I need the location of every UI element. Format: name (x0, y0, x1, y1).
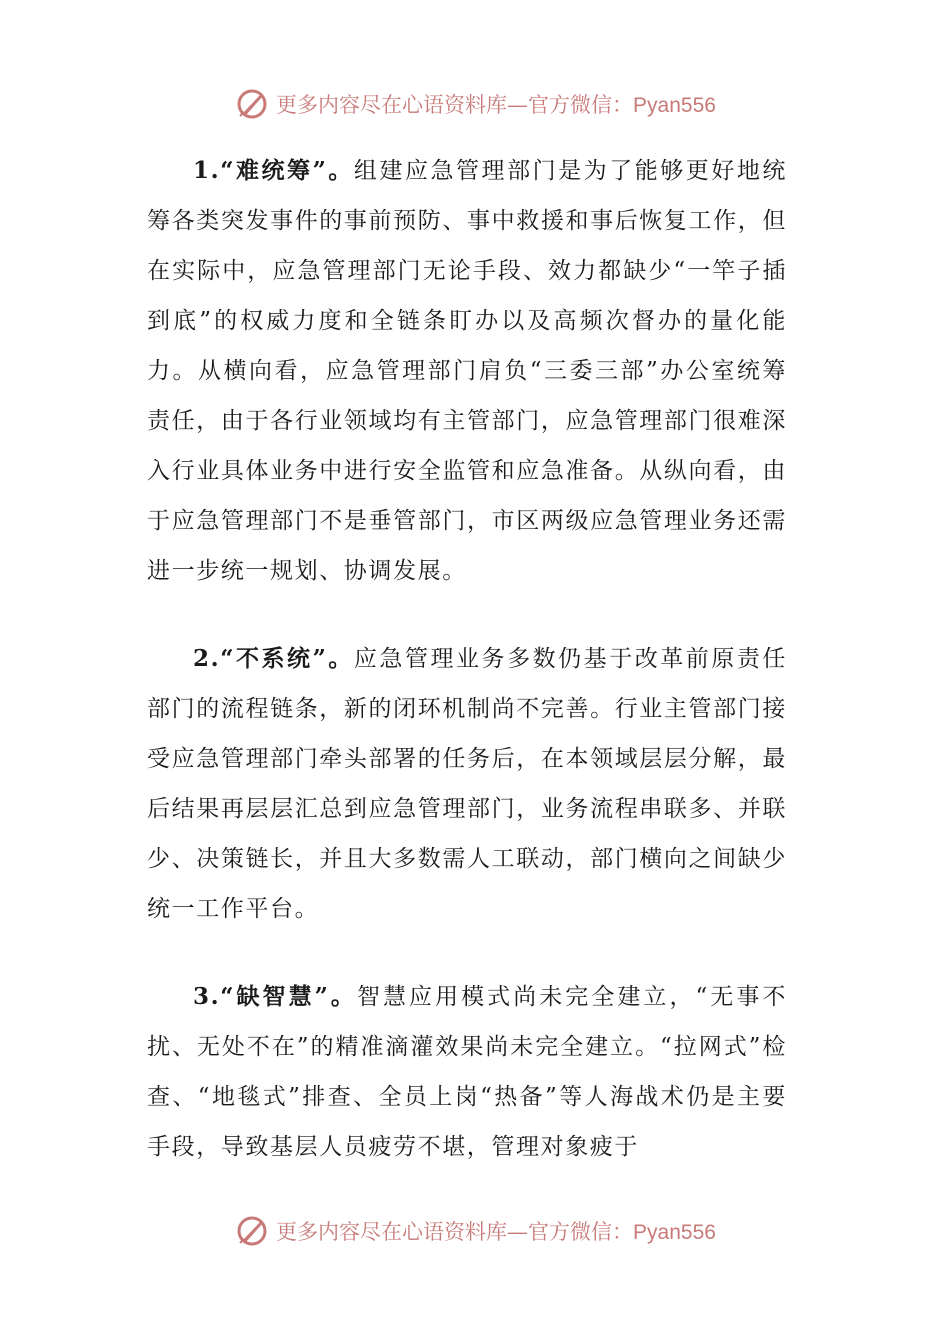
watermark-text: 更多内容尽在心语资料库—官方微信：Pyan556 (276, 1220, 716, 1244)
paragraph-lead: 3.“缺智慧”。 (193, 983, 357, 1010)
document-body (147, 146, 787, 1210)
quill-seal-icon (234, 86, 270, 122)
paragraph-body: 应急管理业务多数仍基于改革前原责任部门的流程链条，新的闭环机制尚不完善。行业主管部门接受应急管理部门牵头部署的任务后，在本领域层层分解，最后结果再层层汇总到应急管理部门，业务流程串联多、并联少、决策链长，并且大多数需人工联动，部门横向之间缺少统一工作平台。 (147, 646, 787, 922)
paragraph-body: 智慧应用模式尚未完全建立，“无事不扰、无处不在”的精准滴灌效果尚未完全建立。“拉网式”检查、“地毯式”排查、全员上岗“热备”等人海战术仍是主要手段，导致基层人员疲劳不堪，管理对象疲于 (147, 984, 787, 1160)
paragraph-body: 组建应急管理部门是为了能够更好地统筹各类突发事件的事前预防、事中救援和事后恢复工作，但在实际中，应急管理部门无论手段、效力都缺少“一竿子插到底”的权威力度和全链条盯办以及高频次督办的量化能力。从横向看，应急管理部门肩负“三委三部”办公室统筹责任，由于各行业领域均有主管部门，应急管理部门很难深入行业具体业务中进行安全监管和应急准备。从纵向看，由于应急管理部门不是垂管部门，市区两级应急管理业务还需进一步统一规划、协调发展。 (147, 158, 787, 584)
watermark-text: 更多内容尽在心语资料库—官方微信：Pyan556 (276, 93, 716, 117)
paragraph-lead: 2.“不系统”。 (193, 645, 354, 672)
paragraph-lead: 1.“难统筹”。 (193, 157, 354, 184)
header-watermark (0, 84, 950, 124)
paragraph-3 (147, 972, 787, 1172)
paragraph-2 (147, 634, 787, 934)
footer-watermark (0, 1211, 950, 1251)
quill-seal-icon (234, 1213, 270, 1249)
paragraph-1 (147, 146, 787, 596)
